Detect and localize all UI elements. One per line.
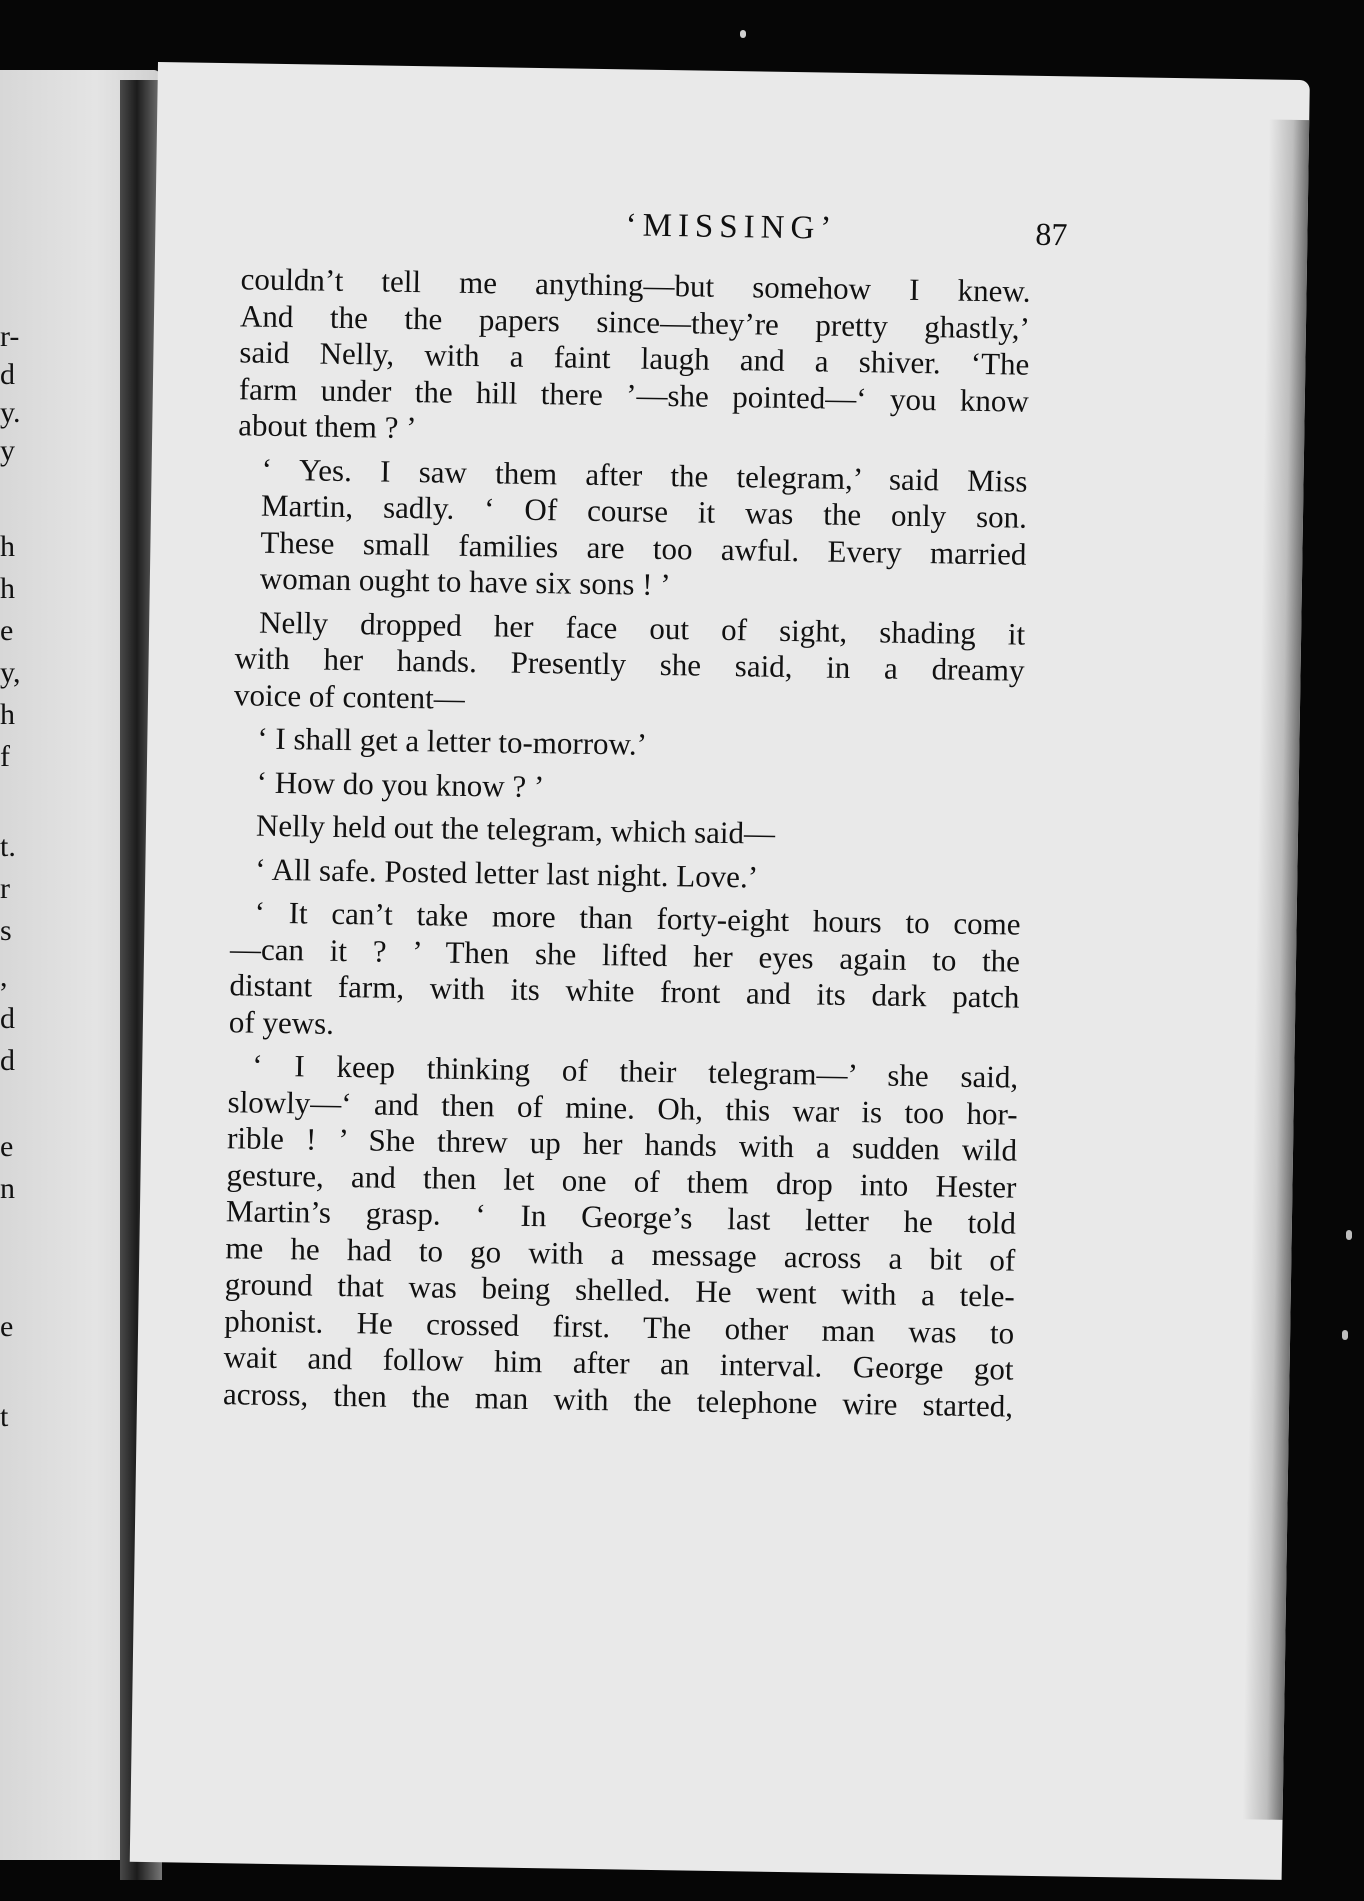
page-number: 87 [1035,215,1068,253]
line-ending: t. [0,830,16,863]
text-line: Nelly dropped her face out of sight, shading it [258,604,1026,652]
text-line: wait and follow him after an interval. George got [223,1339,1014,1387]
line-ending: d [0,358,15,391]
line-ending: h [0,530,15,563]
text-line: And the the papers since—they’re pretty ghastly,’ [239,297,1031,346]
line-ending: r [0,872,10,905]
text-line: ‘ All safe. Posted letter last night. Love.’ [255,851,759,895]
text-line: rible ! ’ She threw up her hands with a sudden wild [226,1120,1018,1168]
text-line: Martin, sadly. ‘ Of course it was the only son. [260,487,1028,535]
text-line: Nelly held out the telegram, which said— [255,807,776,851]
line-ending: h [0,698,15,731]
line-ending: e [0,1130,14,1163]
text-line: farm under the hill there ’—she pointed—‘ you know [238,370,1030,419]
text-line: distant farm, with its white front and its dark patch [229,967,1020,1015]
line-ending: e [0,614,14,647]
page-edge-shadow [1243,119,1310,1819]
line-ending: d [0,1002,15,1035]
paragraph [229,894,1021,1052]
paragraph [223,1047,1019,1424]
scan-speck [1342,1330,1348,1340]
text-line: me he had to go with a message across a bit of [225,1229,1016,1278]
text-line: woman ought to have six sons ! ’ [259,560,671,603]
line-ending: n [0,1172,15,1205]
line-ending: h [0,572,15,605]
line-ending: r- [0,320,20,353]
text-line: of yews. [228,1003,335,1041]
book-page [130,62,1310,1880]
paragraph [238,261,1031,456]
text-line: Martin’s grasp. ‘ In George’s last letter he told [225,1193,1017,1241]
line-ending: d [0,1044,15,1077]
paragraph [234,604,1026,726]
line-ending: , [0,960,8,993]
paragraph [236,451,1028,609]
paragraph [233,720,1023,769]
text-line: ‘ How do you know ? ’ [256,764,545,804]
text-line: slowly—‘ and then of mine. Oh, this war is too hor- [227,1083,1018,1132]
text-line: couldn’t tell me anything—but somehow I knew. [240,261,1031,309]
scan-speck [1346,1230,1352,1240]
paragraph [231,851,1021,900]
line-ending: f [0,740,10,773]
text-line: said Nelly, with a faint laugh and a shiver. ‘The [239,334,1030,382]
line-ending: e [0,1310,14,1343]
line-ending: y, [0,656,21,689]
text-line: ‘ I keep thinking of their telegram—’ she said, [251,1047,1019,1095]
text-line: These small families are too awful. Every married [260,524,1027,572]
text-line: voice of content— [233,676,466,716]
paragraph [232,807,1022,856]
body-text [223,261,1031,1431]
text-line: gesture, and then let one of them drop into Hester [226,1156,1017,1205]
running-head: ‘MISSING’ [625,207,838,247]
text-line: across, then the man with the telephone wire started, [222,1375,1014,1424]
text-line: —can it ? ’ Then she lifted her eyes again to the [229,930,1021,979]
text-line: ground that was being shelled. He went with a tele- [224,1266,1015,1314]
line-ending: t [0,1400,9,1433]
text-line: ‘ I shall get a letter to-morrow.’ [257,720,648,762]
paragraph [232,764,1022,813]
text-line: about them ? ’ [238,407,417,446]
text-line: with her hands. Presently she said, in a dreamy [234,640,1025,688]
text-line: phonist. He crossed first. The other man was to [223,1302,1015,1351]
text-line: ‘ It can’t take more than forty-eight hours to come [254,894,1021,942]
line-ending: s [0,914,12,947]
scan-speck [740,30,746,38]
line-ending: y. [0,396,21,429]
line-ending: y [0,434,15,467]
text-line: ‘ Yes. I saw them after the telegram,’ said Miss [261,451,1028,499]
